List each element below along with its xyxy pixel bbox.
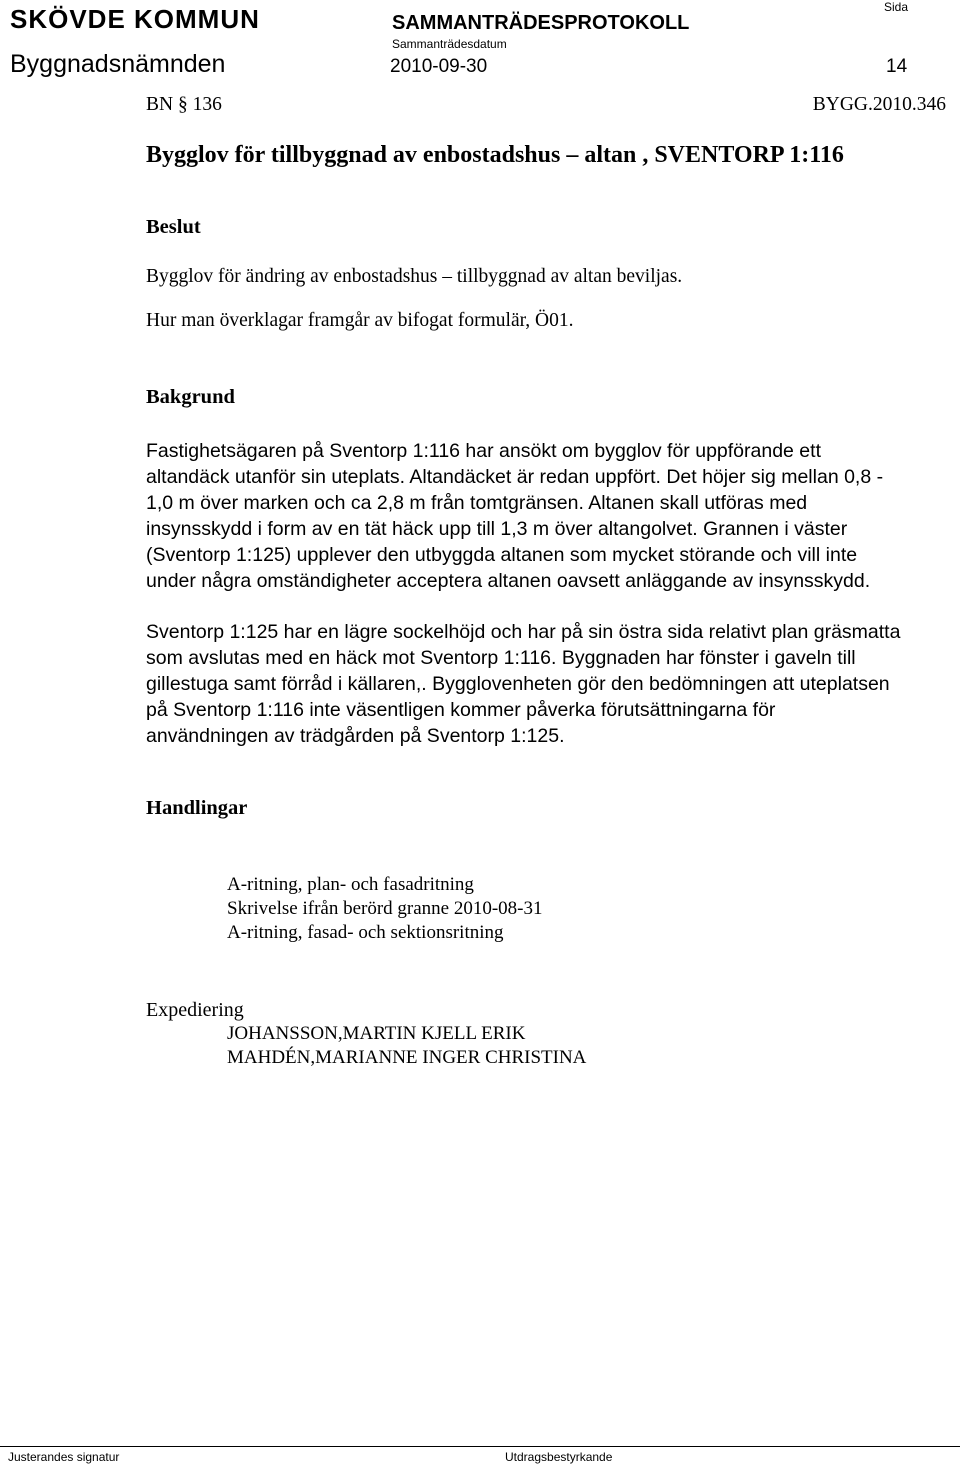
dispatch-heading: Expediering (146, 999, 244, 1021)
paragraph-line: gillestuga samt förråd i källaren,. Bygglovenheten gör den bedömningen att uteplatsen (146, 673, 890, 695)
list-item: A-ritning, plan- och fasadritning (227, 874, 474, 895)
decision-text (146, 264, 946, 334)
documents-list (227, 873, 543, 945)
paragraph-line: som avslutas med en häck mot Sventorp 1:116. Byggnaden har fönster i gaveln till (146, 647, 856, 669)
extract-certification-label: Utdragsbestyrkande (505, 1450, 613, 1464)
background-heading: Bakgrund (146, 386, 235, 408)
list-item: JOHANSSON,MARTIN KJELL ERIK (227, 1023, 526, 1044)
paragraph-line: Sventorp 1:125 har en lägre sockelhöjd och har på sin östra sida relativt plan gräsmatta (146, 621, 901, 643)
background-paragraph-2 (146, 619, 946, 749)
paragraph-line: 1,0 m över marken och ca 2,8 m från tomtgränsen. Altanen skall utföras med (146, 492, 808, 514)
signature-label: Justerandes signatur (8, 1450, 120, 1464)
paragraph-line: Fastighetsägaren på Sventorp 1:116 har ansökt om bygglov för uppförande ett (146, 440, 821, 462)
meeting-date: 2010-09-30 (390, 56, 488, 77)
paragraph-line: insynsskydd i form av en tät häck upp till 1,3 m över altangolvet. Grannen i väster (146, 518, 848, 540)
board-name: Byggnadsnämnden (10, 50, 226, 78)
dispatch-list (227, 1022, 586, 1070)
page-number: 14 (886, 56, 908, 77)
decision-heading: Beslut (146, 216, 201, 238)
case-number: BN § 136 (146, 94, 222, 115)
paragraph-line: på Sventorp 1:116 inte väsentligen kommer påverka förutsättningarna för (146, 699, 776, 721)
list-item: MAHDÉN,MARIANNE INGER CHRISTINA (227, 1047, 587, 1068)
decision-line: Hur man överklagar framgår av bifogat formulär, Ö01. (146, 310, 574, 331)
paragraph-line: under några omständigheter acceptera altanen oavsett anläggande av insynsskydd. (146, 570, 871, 592)
case-title: Bygglov för tillbyggnad av enbostadshus – altan , SVENTORP 1:116 (146, 142, 844, 168)
paragraph-line: användningen av trädgården på Sventorp 1:125. (146, 725, 565, 747)
paragraph-line: (Sventorp 1:125) upplever den utbyggda altanen som mycket störande och vill inte (146, 544, 858, 566)
document-type: SAMMANTRÄDESPROTOKOLL (392, 12, 690, 34)
documents-heading: Handlingar (146, 797, 248, 819)
paragraph-line: altandäck utanför sin uteplats. Altandäcket är redan uppfört. Det höjer sig mellan 0,8 - (146, 466, 884, 488)
list-item: Skrivelse ifrån berörd granne 2010-08-31 (227, 898, 543, 919)
footer-divider (0, 1446, 960, 1447)
case-reference: BYGG.2010.346 (812, 94, 946, 115)
decision-line: Bygglov för ändring av enbostadshus – tillbyggnad av altan beviljas. (146, 266, 683, 287)
background-paragraph-1 (146, 438, 946, 594)
page-label: Sida (884, 0, 909, 14)
date-label: Sammanträdesdatum (392, 37, 507, 51)
list-item: A-ritning, fasad- och sektionsritning (227, 922, 504, 943)
organization-name: SKÖVDE KOMMUN (10, 4, 260, 34)
